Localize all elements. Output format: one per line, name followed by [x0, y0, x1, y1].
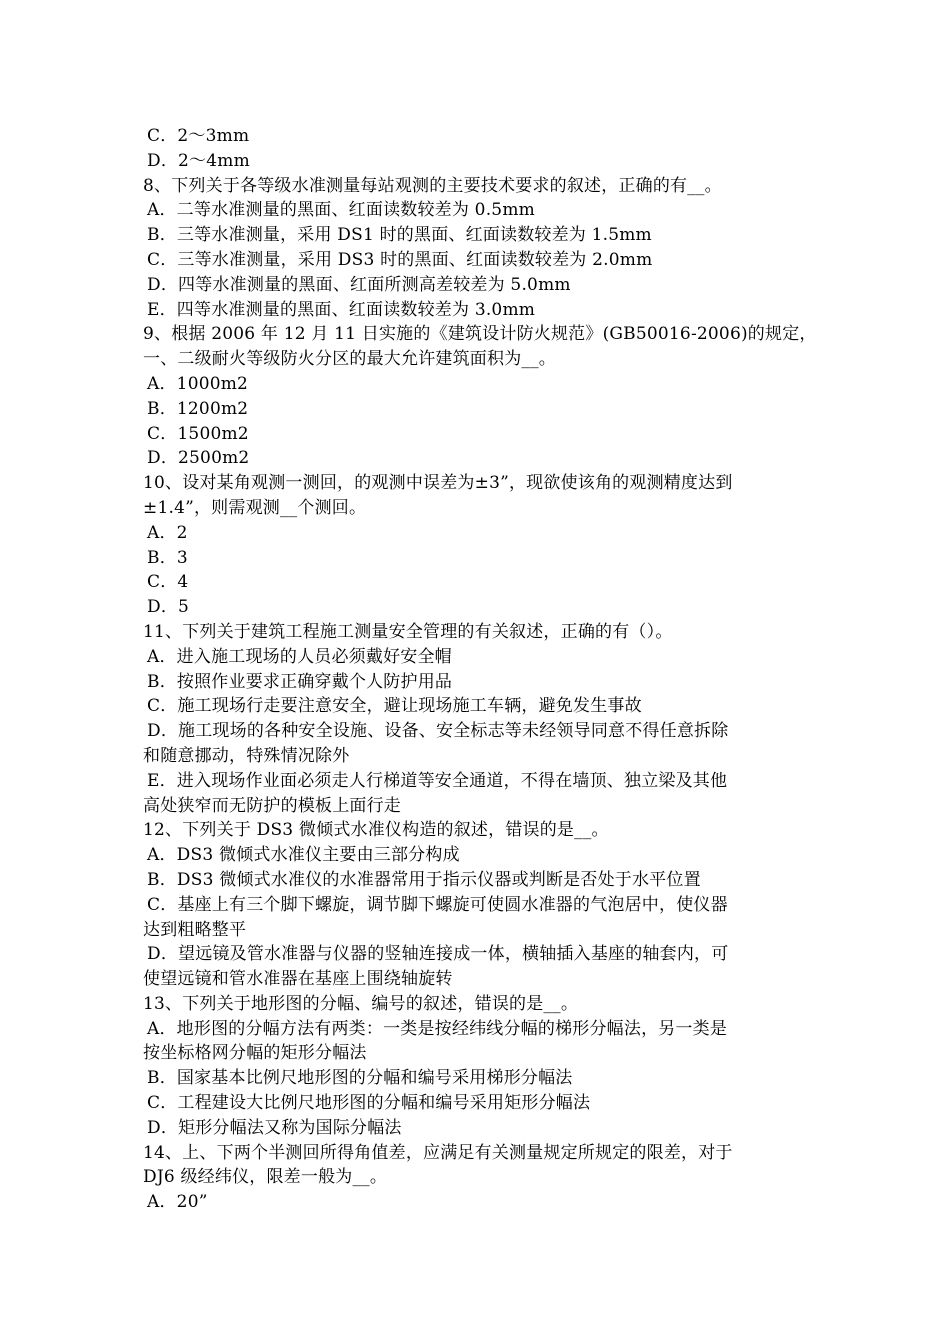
answer-option-line: A．20”: [147, 1192, 208, 1213]
answer-option-line: C．1500m2: [147, 423, 249, 444]
question-text-line: 13、下列关于地形图的分幅、编号的叙述，错误的是__。: [143, 993, 579, 1014]
answer-option-line: D．5: [147, 597, 190, 618]
answer-option-line: D．矩形分幅法又称为国际分幅法: [147, 1117, 402, 1138]
question-text-line: 9、根据 2006 年 12 月 11 日实施的《建筑设计防火规范》(GB50016-2006)的规定，: [143, 324, 817, 345]
question-list: [143, 124, 815, 1215]
answer-option-line: D．望远镜及管水准器与仪器的竖轴连接成一体，横轴插入基座的轴套内，可: [147, 944, 729, 965]
question-text-line: 10、设对某角观测一测回，的观测中误差为±3”，现欲使该角的观测精度达到: [143, 473, 733, 494]
question-text-line: 8、下列关于各等级水准测量每站观测的主要技术要求的叙述，正确的有__。: [143, 175, 722, 196]
answer-option-line: A．二等水准测量的黑面、红面读数较差为 0.5mm: [147, 200, 535, 221]
question-text-line: ±1.4”，则需观测__个测回。: [143, 497, 367, 518]
question-text-line: 使望远镜和管水准器在基座上围绕轴旋转: [143, 969, 453, 990]
answer-option-line: B．3: [147, 547, 188, 568]
answer-option-line: A．DS3 微倾式水准仪主要由三部分构成: [147, 845, 460, 866]
answer-option-line: B．三等水准测量，采用 DS1 时的黑面、红面读数较差为 1.5mm: [147, 225, 652, 246]
answer-option-line: D．施工现场的各种安全设施、设备、安全标志等未经领导同意不得任意拆除: [147, 721, 729, 742]
answer-option-line: C．施工现场行走要注意安全，避让现场施工车辆，避免发生事故: [147, 696, 642, 717]
answer-option-line: E．四等水准测量的黑面、红面读数较差为 3.0mm: [147, 299, 536, 320]
answer-option-line: C．基座上有三个脚下螺旋，调节脚下螺旋可使圆水准器的气泡居中，使仪器: [147, 894, 728, 915]
answer-option-line: C．4: [147, 572, 189, 593]
answer-option-line: B．DS3 微倾式水准仪的水准器常用于指示仪器或判断是否处于水平位置: [147, 869, 701, 890]
answer-option-line: A．1000m2: [147, 373, 249, 394]
question-text-line: 高处狭窄而无防护的模板上面行走: [143, 795, 401, 816]
question-text-line: DJ6 级经纬仪，限差一般为__。: [143, 1167, 388, 1188]
answer-option-line: A．2: [147, 522, 188, 543]
answer-option-line: B．国家基本比例尺地形图的分幅和编号采用梯形分幅法: [147, 1068, 573, 1089]
answer-option-line: D．四等水准测量的黑面、红面所测高差较差为 5.0mm: [147, 274, 571, 295]
question-text-line: 达到粗略整平: [143, 919, 247, 940]
question-text-line: 和随意挪动，特殊情况除外: [143, 745, 350, 766]
answer-option-line: B．按照作业要求正确穿戴个人防护用品: [147, 671, 453, 692]
answer-option-line: B．1200m2: [147, 398, 249, 419]
answer-option-line: A．地形图的分幅方法有两类：一类是按经纬线分幅的梯形分幅法，另一类是: [147, 1018, 728, 1039]
answer-option-line: E．进入现场作业面必须走人行梯道等安全通道，不得在墙顶、独立梁及其他: [147, 770, 728, 791]
answer-option-line: D．2～4mm: [147, 150, 250, 171]
answer-option-line: C．2～3mm: [147, 126, 250, 146]
answer-option-line: A．进入施工现场的人员必须戴好安全帽: [147, 646, 452, 667]
answer-option-line: C．工程建设大比例尺地形图的分幅和编号采用矩形分幅法: [147, 1093, 591, 1114]
question-text-line: 一、二级耐火等级防火分区的最大允许建筑面积为__。: [143, 349, 556, 370]
answer-option-line: D．2500m2: [147, 448, 250, 469]
question-text-line: 按坐标格网分幅的矩形分幅法: [143, 1043, 367, 1064]
question-text-line: 12、下列关于 DS3 微倾式水准仪构造的叙述，错误的是__。: [143, 820, 609, 841]
question-text-line: 11、下列关于建筑工程施工测量安全管理的有关叙述，正确的有（）。: [143, 621, 673, 642]
answer-option-line: C．三等水准测量，采用 DS3 时的黑面、红面读数较差为 2.0mm: [147, 249, 653, 270]
question-text-line: 14、上、下两个半测回所得角值差，应满足有关测量规定所规定的限差，对于: [143, 1142, 733, 1163]
